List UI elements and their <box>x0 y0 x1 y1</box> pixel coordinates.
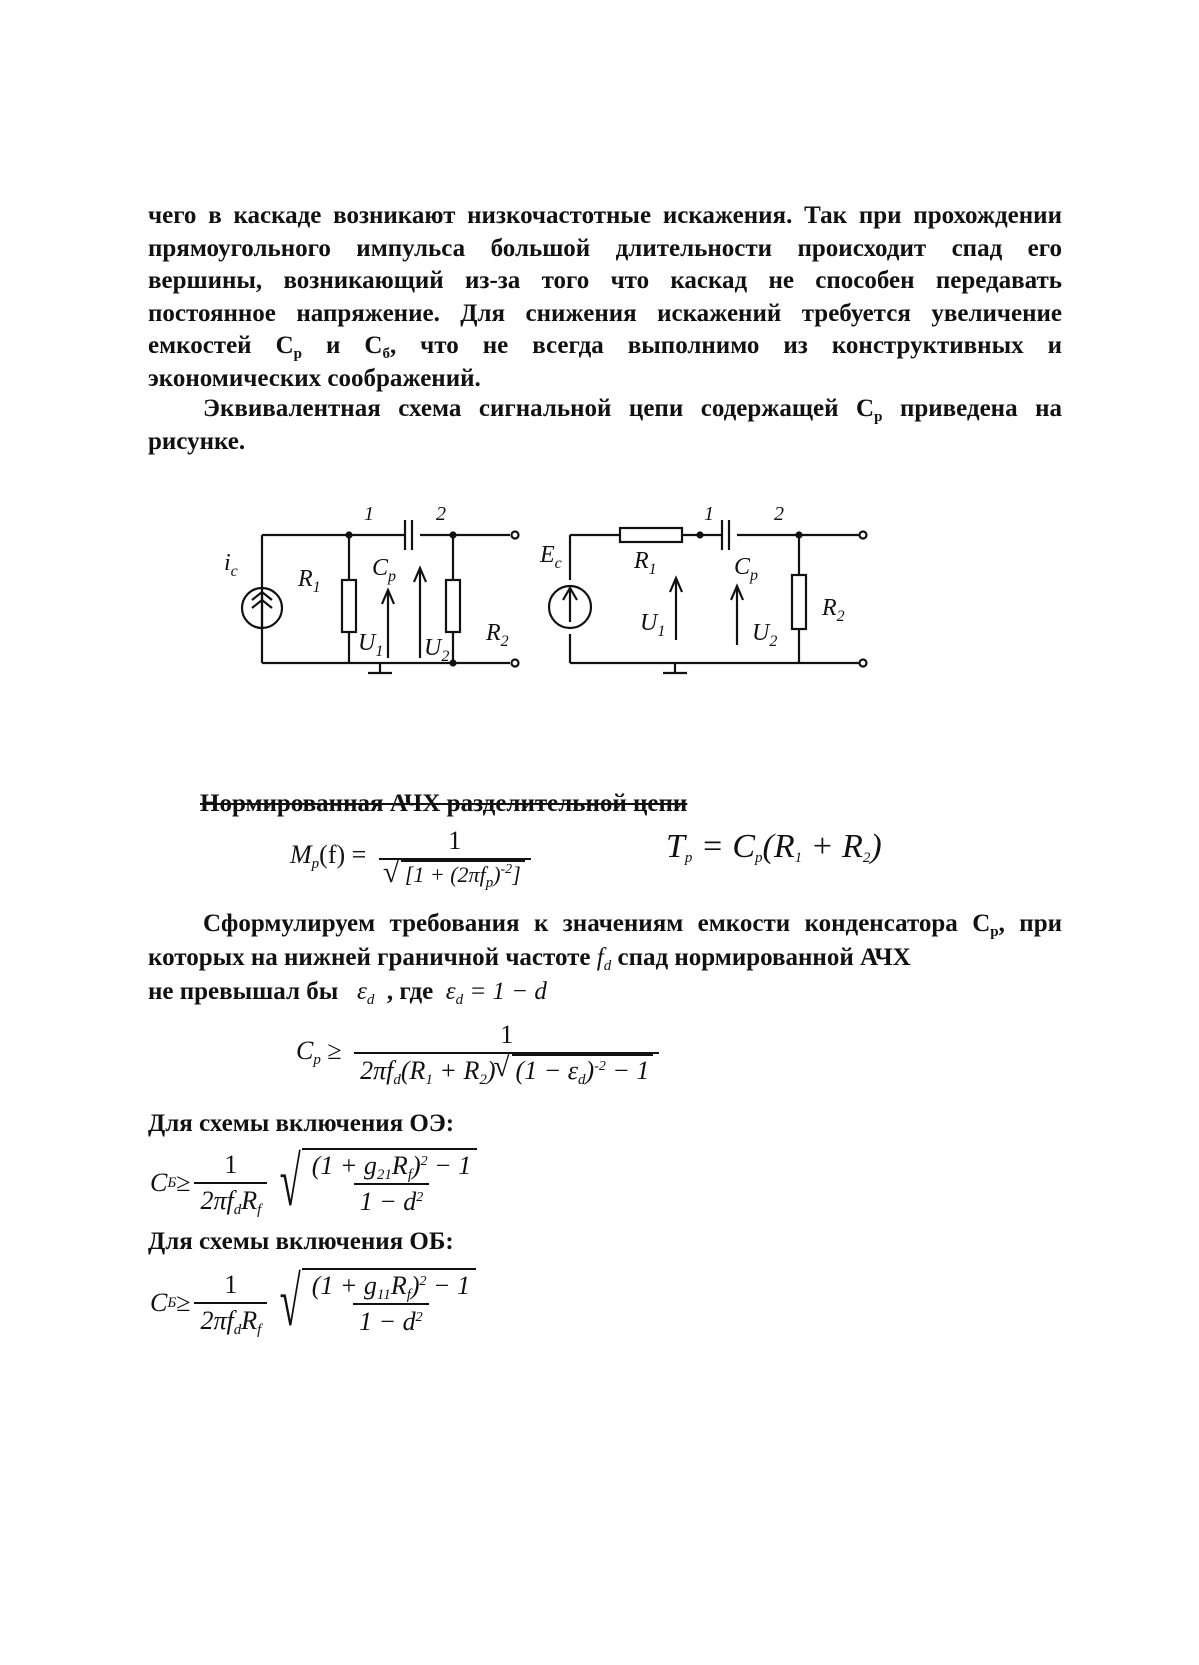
paragraph-requirements: Сформулируем требования к значениям емкости конденсатора $С_р$, при которых на нижней граничной частоте $f_d$ спад нормированной АЧХ <box>148 910 1063 974</box>
label-common-base: Для схемы включения ОБ: <box>148 1228 454 1255</box>
formula-common-emitter: C Б ≥ $\frac{1}{2\pi f_dR_f}$ √ $\frac{(1 + g_{21}R_f)^2 - 1}{1 - d^2}$ <box>150 1148 477 1218</box>
right-cap-label: $C_p$ <box>734 554 759 584</box>
formula-frequency-response: $M_p(f)$ = 1 √ $[1 + (2\pi f_p)^{-2}]$ <box>290 826 531 888</box>
right-r2 <box>792 575 806 629</box>
left-capacitor <box>405 520 412 550</box>
left-node1-label: 1 <box>364 503 374 525</box>
left-source-arrows <box>252 592 272 628</box>
left-ground <box>368 663 392 673</box>
subscript: р <box>874 409 883 425</box>
paragraph-text: , что не всегда выполнимо из конструктивных и экономических соображений. <box>148 332 1062 392</box>
subscript: б <box>382 346 390 362</box>
paragraph-text: приведена на рисунке. <box>148 395 1062 455</box>
left-cap-label: $C_p$ <box>372 555 397 585</box>
paragraph-text: чего в каскаде возникают низкочастотные искажения. Так при прохождении прямоугольного импульса большой длительности происходит спад его вершины, возникающий из-за того что каскад не способен передавать постоянное напряжение. Для снижения искажений требуется увеличение емкостей С <box>148 202 1062 359</box>
left-r1-label: $R_1$ <box>298 566 321 596</box>
circuit-diagrams <box>0 480 1199 710</box>
right-u2-label: $U_2$ <box>752 620 778 650</box>
right-bottom-wire <box>570 535 860 663</box>
left-r2-label: $R_2$ <box>486 620 509 650</box>
right-u1-label: $U_1$ <box>640 610 666 640</box>
left-source-label: $i_c$ <box>224 550 238 580</box>
formula-capacitance: $C_p$ ≥ $\frac{1}{2\pi f_d(R_1 + R_2)√ (1 - \varepsilon_d)^{-2} - 1}$ <box>296 1020 659 1086</box>
line-not-exceed: не превышал бы $\varepsilon_d$ , где $\varepsilon_d = 1 - d$ <box>148 978 547 1008</box>
right-source-arrow <box>563 588 577 622</box>
paragraph-text: Эквивалентная схема сигнальной цепи содержащей С <box>203 395 875 422</box>
formula-common-base: C Б ≥ $\frac{1}{2\pi f_dR_f}$ √ $\frac{(1 + g_{11}R_f)^2 - 1}{1 - d^2}$ <box>150 1268 476 1338</box>
right-r1-label: $R_1$ <box>634 548 657 578</box>
right-node1-label: 1 <box>704 503 714 525</box>
label-common-emitter: Для схемы включения ОЭ: <box>148 1110 455 1137</box>
subscript: р <box>293 346 302 362</box>
formula-time-constant: $T_p = C_p(R_1 + R_2)$ <box>666 828 882 866</box>
left-u1-label: $U_1$ <box>358 630 384 660</box>
left-r1 <box>342 580 356 632</box>
right-ground <box>663 663 687 673</box>
right-r2-label: $R_2$ <box>822 595 845 625</box>
right-source-label: $E_c$ <box>540 542 562 572</box>
left-node2-label: 2 <box>436 503 446 525</box>
right-capacitor <box>722 520 729 550</box>
paragraph-equivalent-circuit <box>148 393 1062 458</box>
paragraph-distortion <box>148 200 1062 395</box>
left-u2-label: $U_2$ <box>424 635 450 665</box>
right-node2-label: 2 <box>774 503 784 525</box>
section-heading: Нормированная АЧХ разделительной цепи <box>200 790 688 817</box>
right-r1 <box>620 528 682 542</box>
left-r2 <box>446 580 460 632</box>
paragraph-text: и С <box>301 332 383 359</box>
